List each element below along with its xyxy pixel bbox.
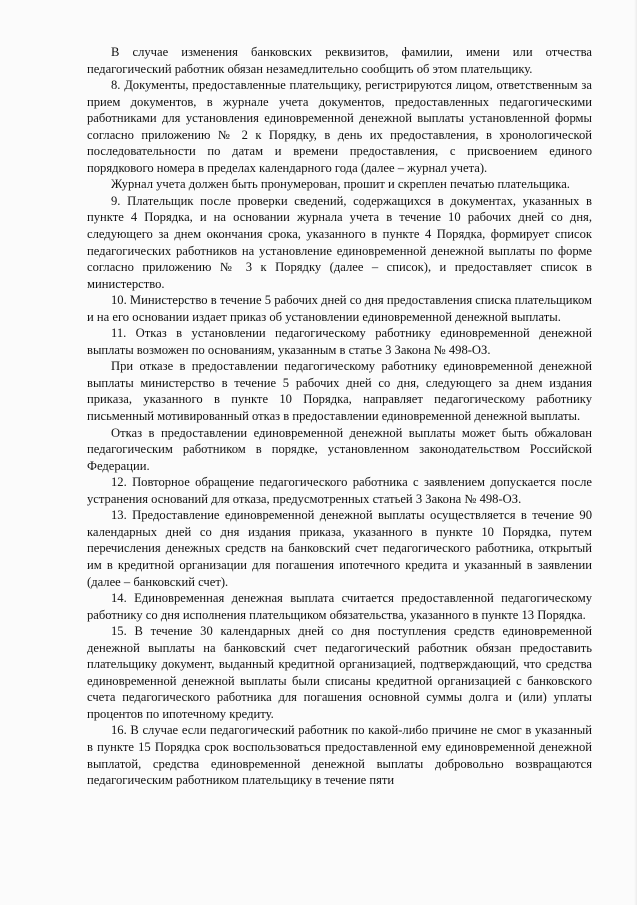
paragraph-journal-numbering: Журнал учета должен быть пронумерован, прошит и скреплен печатью плательщика. <box>111 177 570 192</box>
paragraph-item-14: 14. Единовременная денежная выплата считается предоставленной педагогическому работнику со дня исполнения плательщиком обязательства, указанного в пункте 13 Порядка. <box>87 591 592 622</box>
paragraph-item-8: 8. Документы, предоставленные плательщику, регистрируются лицом, ответственным за прием документов, в журнале учета документов, предоставленных педагогическими работниками для установления единовременной денежной выплаты установленной формы согласно приложению № 2 к Порядку, в день их предоставления, в хронологической последовательности по датам и времени предоставления, с присвоением единого порядкового номера в пределах календарного года (далее – журнал учета). <box>87 78 592 175</box>
paragraph-refusal-appeal: Отказ в предоставлении единовременной денежной выплаты может быть обжалован педагогическим работником в порядке, установленном законодательством Российской Федерации. <box>87 425 592 473</box>
paragraph-bank-details-change: В случае изменения банковских реквизитов, фамилии, имени или отчества педагогический работник обязан незамедлительно сообщить об этом плательщику. <box>87 45 592 76</box>
document-body <box>87 44 592 789</box>
paragraph-item-15: 15. В течение 30 календарных дней со дня поступления средств единовременной денежной выплаты на банковский счет педагогический работник обязан предоставить плательщику документ, выданный кредитной организацией, подтверждающий, что средства единовременной денежной выплаты были списаны кредитной организацией с банковского счета педагогического работника для погашения основной суммы долга и (или) уплаты процентов по ипотечному кредиту. <box>87 624 592 721</box>
paragraph-item-11: 11. Отказ в установлении педагогическому работнику единовременной денежной выплаты возможен по основаниям, указанным в статье 3 Закона № 498-ОЗ. <box>87 326 592 357</box>
paragraph-item-13: 13. Предоставление единовременной денежной выплаты осуществляется в течение 90 календарных дней со дня издания приказа, указанного в пункте 10 Порядка, путем перечисления денежных средств на банковский счет педагогического работника, открытый им в кредитной организации для погашения ипотечного кредита и указанный в заявлении (далее – банковский счет). <box>87 508 592 589</box>
paragraph-item-16: 16. В случае если педагогический работник по какой-либо причине не смог в указанный в пункте 15 Порядка срок воспользоваться предоставленной ему единовременной денежной выплатой, средства единовременной денежной выплаты добровольно возвращаются педагогическим работником плательщику в течение пяти <box>87 723 592 788</box>
paragraph-item-12: 12. Повторное обращение педагогического работника с заявлением допускается после устранения оснований для отказа, предусмотренных статьей 3 Закона № 498-ОЗ. <box>87 475 592 506</box>
paragraph-item-10: 10. Министерство в течение 5 рабочих дней со дня предоставления списка плательщиком и на его основании издает приказ об установлении единовременной денежной выплаты. <box>87 293 592 324</box>
paragraph-item-9: 9. Плательщик после проверки сведений, содержащихся в документах, указанных в пункте 4 Порядка, и на основании журнала учета в течение 10 рабочих дней со дня, следующего за днем окончания срока, указанного в пункте 4 Порядка, формирует список педагогических работников на установление единовременной денежной выплаты по форме согласно приложению № 3 к Порядку (далее – список), и предоставляет список в министерство. <box>87 193 592 291</box>
paragraph-refusal-notice: При отказе в предоставлении педагогическому работнику единовременной денежной выплаты министерство в течение 5 рабочих дней со дня, следующего за днем издания приказа, указанного в пункте 10 Порядка, направляет педагогическому работнику письменный мотивированный отказ в предоставлении единовременной денежной выплаты. <box>87 359 592 424</box>
